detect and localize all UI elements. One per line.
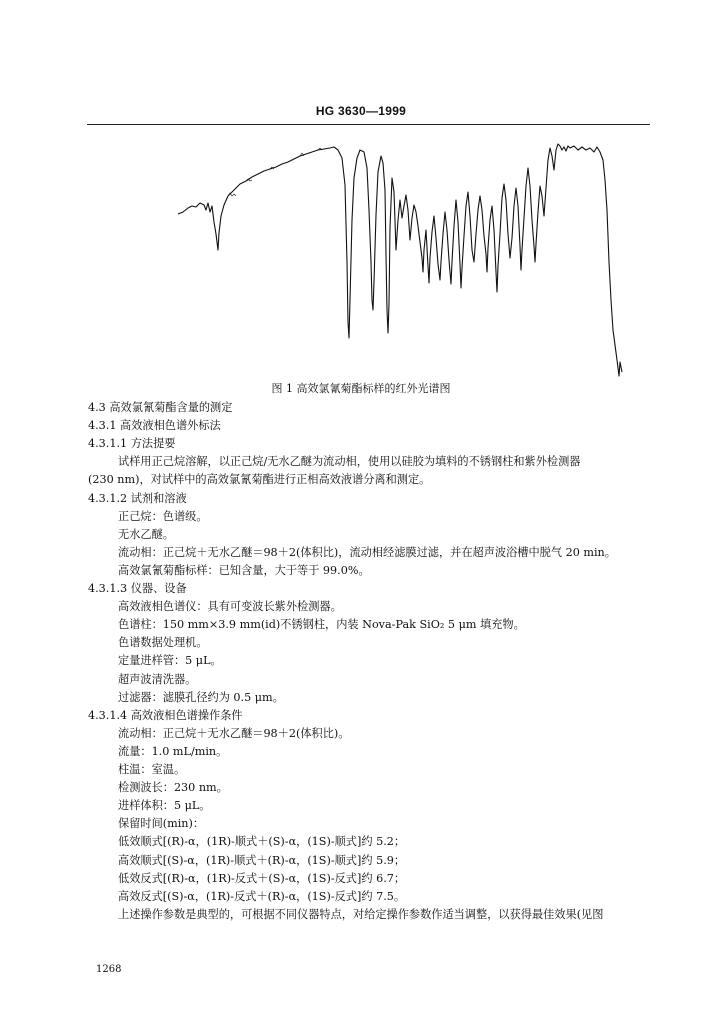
section-heading: 4.3.1.4 高效液相色谱操作条件 — [88, 708, 243, 722]
section-heading: 4.3.1.3 仪器、设备 — [88, 582, 187, 595]
body-line: 定量进样管：5 μL。 — [118, 654, 222, 668]
section-heading: 4.3.1 高效液相色谱外标法 — [88, 419, 221, 433]
body-line: 柱温：室温。 — [118, 763, 186, 776]
figure-caption: 图 1 高效氯氰菊酯标样的红外光谱图 — [271, 382, 451, 395]
page-number: 1268 — [96, 964, 122, 975]
ir-spectrum-figure — [0, 0, 722, 400]
body-line: 检测波长：230 nm。 — [118, 781, 228, 795]
section-heading: 4.3 高效氯氰菊酯含量的测定 — [88, 401, 233, 414]
ir-spectrum-noise — [228, 148, 322, 196]
body-line: 试样用正己烷溶解，以正己烷/无水乙醚为流动相，使用以硅胶为填料的不锈钢柱和紫外检测器 — [118, 455, 581, 469]
body-line: 高效顺式[(S)-α，(1R)-顺式＋(R)-α，(1S)-顺式]约 5.9； — [118, 853, 406, 867]
body-line: 流动相：正己烷＋无水乙醚＝98＋2(体积比)，流动相经滤膜过滤，并在超声波浴槽中脱气 20 min。 — [118, 545, 616, 559]
body-line: 高效反式[(S)-α，(1R)-反式＋(R)-α，(1S)-反式]约 7.5。 — [118, 889, 406, 903]
section-heading: 4.3.1.1 方法提要 — [88, 437, 176, 451]
body-line: 流动相：正己烷＋无水乙醚＝98＋2(体积比)。 — [118, 726, 350, 740]
body-line: 低效反式[(R)-α，(1R)-反式＋(S)-α，(1S)-反式]约 6.7； — [118, 871, 406, 885]
document-code-header: HG 3630—1999 — [315, 104, 407, 118]
body-line: 低效顺式[(R)-α，(1R)-顺式＋(S)-α，(1S)-顺式]约 5.2； — [118, 835, 406, 849]
body-line: 色谱数据处理机。 — [118, 636, 208, 650]
body-line: 高效氯氰菊酯标样：已知含量，大于等于 99.0%。 — [118, 563, 370, 577]
body-line: 色谱柱：150 mm×3.9 mm(id)不锈钢柱，内装 Nova-Pak SiO₂ 5 μm 填充物。 — [118, 618, 525, 632]
body-line: 过滤器：滤膜孔径约为 0.5 μm。 — [118, 690, 284, 704]
body-line: 正己烷：色谱级。 — [118, 509, 208, 523]
body-line: 无水乙醚。 — [118, 527, 174, 541]
body-line: 超声波清洗器。 — [118, 672, 197, 686]
body-line: 保留时间(min)： — [118, 817, 205, 831]
section-heading: 4.3.1.2 试剂和溶液 — [88, 491, 187, 505]
body-line: 进样体积：5 μL。 — [118, 799, 211, 813]
body-line: 流量：1.0 mL/min。 — [118, 744, 228, 758]
body-line: 上述操作参数是典型的，可根据不同仪器特点，对给定操作参数作适当调整，以获得最佳效果(见图 — [118, 907, 604, 921]
body-line: (230 nm)，对试样中的高效氯氰菊酯进行正相高效液谱分离和测定。 — [88, 473, 431, 487]
ir-spectrum-trace — [178, 144, 622, 376]
body-line: 高效液相色谱仪：具有可变波长紫外检测器。 — [118, 600, 342, 614]
